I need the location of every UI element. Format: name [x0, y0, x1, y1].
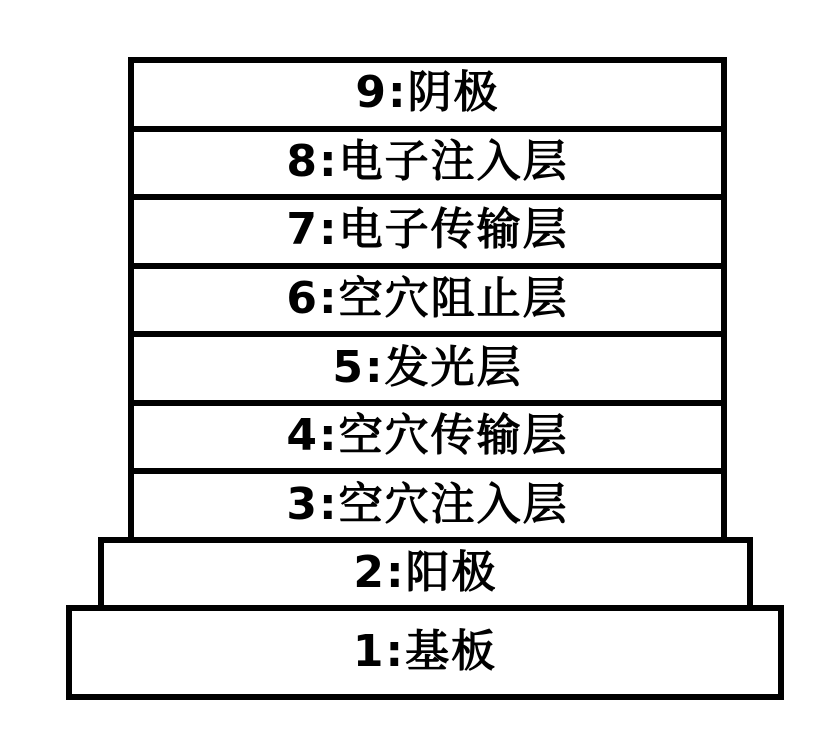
- layer-3-label: 3:空穴注入层: [286, 478, 569, 530]
- layer-8-label: 8:电子注入层: [286, 135, 569, 187]
- layer-7-electron-transport: [134, 200, 721, 269]
- layer-5-label: 5:发光层: [332, 341, 523, 393]
- device-layer-stack: [128, 57, 727, 537]
- layer-7-label: 7:电子传输层: [286, 204, 569, 256]
- layer-8-electron-injection: [134, 132, 721, 201]
- layer-4-hole-transport: [134, 406, 721, 475]
- layer-6-hole-blocking: [134, 269, 721, 338]
- layer-2-label: 2:阳极: [353, 547, 498, 598]
- layer-4-label: 4:空穴传输层: [286, 410, 569, 462]
- layer-1-label: 1:基板: [352, 625, 498, 677]
- layer-9-label: 9:阴极: [355, 67, 500, 119]
- layer-6-label: 6:空穴阻止层: [286, 273, 569, 325]
- layer-2-anode: [98, 537, 753, 605]
- layer-3-hole-injection: [134, 474, 721, 537]
- layer-1-substrate: [66, 605, 784, 700]
- layer-9-cathode: [134, 63, 721, 132]
- layer-5-emitting: [134, 337, 721, 406]
